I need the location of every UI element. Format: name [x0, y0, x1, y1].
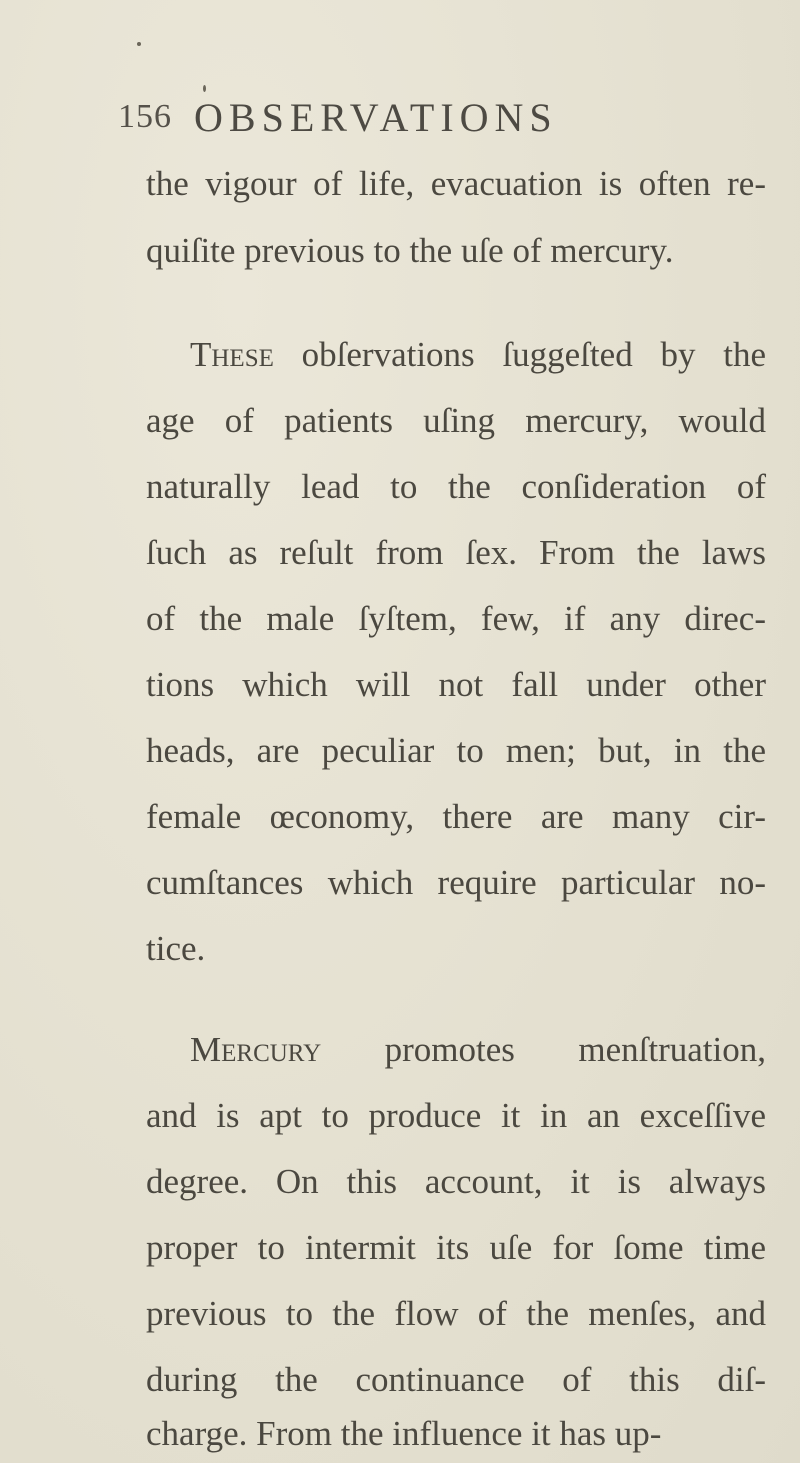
text-line: tice. — [146, 929, 206, 968]
text-line: ſuch as reſult from ſex. From the laws — [146, 533, 766, 572]
ink-speck — [137, 42, 141, 46]
text-line: charge. From the influence it has up- — [146, 1414, 662, 1453]
lead-word: Mercury — [190, 1030, 322, 1069]
text-fragment: promotes menſtruation, — [321, 1030, 766, 1069]
text-line: tions which will not fall under other — [146, 665, 766, 704]
text-line: naturally lead to the conſideration of — [146, 467, 766, 506]
text-line: cumſtances which require particular no- — [146, 863, 766, 902]
text-line: female œconomy, there are many cir- — [146, 797, 766, 836]
running-head: OBSERVATIONS — [194, 95, 558, 140]
text-line: heads, are peculiar to men; but, in the — [146, 731, 766, 770]
text-line: the vigour of life, evacuation is often re- — [146, 164, 766, 203]
text-line — [190, 1030, 766, 1070]
text-line: proper to intermit its uſe for ſome time — [146, 1228, 766, 1267]
text-fragment: obſervations ſuggeſted by the — [273, 335, 766, 374]
page-number: 156 — [118, 98, 172, 135]
ink-speck — [203, 85, 206, 92]
text-line: previous to the flow of the menſes, and — [146, 1294, 766, 1333]
text-line: and is apt to produce it in an exceſſive — [146, 1096, 766, 1135]
text-line — [190, 335, 766, 375]
text-line: age of patients uſing mercury, would — [146, 401, 766, 440]
text-line: quiſite previous to the uſe of mercury. — [146, 231, 674, 270]
text-line: of the male ſyſtem, few, if any direc- — [146, 599, 766, 638]
page-header — [118, 95, 758, 158]
text-line: during the continuance of this diſ- — [146, 1360, 766, 1399]
text-line: degree. On this account, it is always — [146, 1162, 766, 1201]
lead-word: These — [190, 335, 274, 374]
